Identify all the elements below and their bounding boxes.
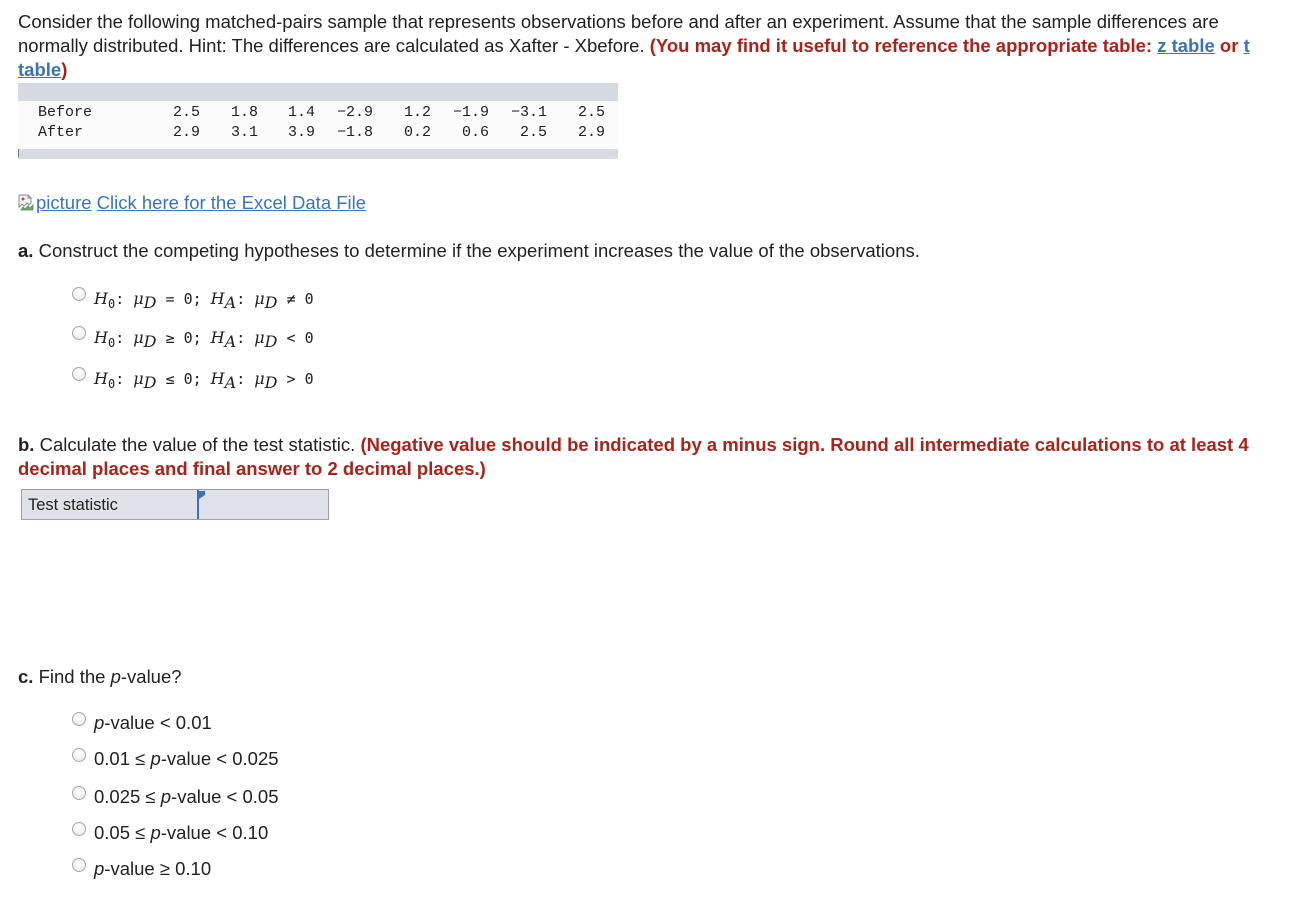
- h0-operator: =: [165, 289, 175, 308]
- radio-button[interactable]: [72, 287, 86, 301]
- row-label-after: After: [38, 124, 84, 141]
- pvalue-text: p-value ≥ 0.10: [94, 858, 212, 879]
- test-statistic-row: [21, 489, 329, 520]
- radio-button[interactable]: [72, 822, 86, 836]
- radio-button[interactable]: [72, 786, 86, 800]
- row-label-before: Before: [38, 104, 93, 121]
- z-table-link[interactable]: z table: [1157, 35, 1215, 56]
- table-cell: 1.8: [230, 104, 258, 121]
- pvalue-option-3[interactable]: [72, 785, 279, 809]
- hypothesis-option-2[interactable]: [72, 325, 314, 349]
- table-cell: 1.4: [287, 104, 315, 121]
- h0-operator: ≥: [165, 328, 175, 347]
- table-cell: 3.1: [230, 124, 258, 141]
- table-cell: −3.1: [510, 104, 547, 121]
- problem-intro: [18, 10, 1280, 82]
- ha-operator: >: [286, 369, 296, 388]
- intro-text: Consider the following matched-pairs sample that represents observations before and after an experiment. Assume that the sample differences are normally distributed. Hint: The differences are calculated as Xafter - Xbefore.: [18, 11, 1219, 56]
- part-c-label: c.: [18, 666, 34, 687]
- or-text: or: [1214, 35, 1244, 56]
- table-bottom-border: [18, 149, 618, 159]
- table-top-border: [18, 83, 618, 101]
- table-cell: 1.2: [403, 104, 431, 121]
- radio-button[interactable]: [72, 367, 86, 381]
- hypothesis-text: $H_0$: $\mu_D \ge 0$; $H_A$: $\mu_D < 0$: [94, 327, 314, 351]
- pvalue-text: 0.05 ≤ p-value < 0.10: [94, 822, 269, 843]
- radio-button[interactable]: [72, 748, 86, 762]
- table-cell: −2.9: [336, 104, 373, 121]
- part-b-text: Calculate the value of the test statistic.: [34, 434, 361, 455]
- pvalue-option-4[interactable]: [72, 821, 268, 845]
- table-cell: 2.5: [577, 104, 605, 121]
- h0-operator: ≤: [165, 369, 175, 388]
- hypothesis-option-1[interactable]: [72, 286, 314, 310]
- part-a-label: a.: [18, 240, 34, 261]
- ha-operator: <: [286, 328, 296, 347]
- pvalue-option-1[interactable]: [72, 711, 212, 735]
- hypothesis-option-3[interactable]: [72, 366, 314, 390]
- broken-image-icon: [18, 193, 34, 210]
- broken-image-alt-text[interactable]: picture: [36, 192, 92, 213]
- pvalue-text: 0.025 ≤ p-value < 0.05: [94, 786, 279, 807]
- test-statistic-input[interactable]: [197, 490, 328, 519]
- table-cell: −1.9: [452, 104, 489, 121]
- t-table-link[interactable]: t table: [18, 35, 1250, 80]
- ha-operator: ≠: [286, 289, 296, 308]
- radio-button[interactable]: [72, 712, 86, 726]
- test-statistic-label: Test statistic: [28, 496, 118, 514]
- table-cell: 2.9: [172, 124, 200, 141]
- pvalue-option-2[interactable]: [72, 747, 279, 771]
- pvalue-option-5[interactable]: [72, 857, 211, 881]
- data-table: [18, 83, 618, 159]
- table-cell: −1.8: [336, 124, 373, 141]
- table-reference-prefix: (You may find it useful to reference the appropriate table:: [649, 35, 1158, 56]
- hypothesis-text: $H_0$: $\mu_D \le 0$; $H_A$: $\mu_D > 0$: [94, 368, 314, 392]
- table-row-before: [18, 103, 618, 123]
- table-cell: 0.2: [403, 124, 431, 141]
- part-c-text-pre: Find the: [33, 666, 111, 687]
- excel-data-link[interactable]: Click here for the Excel Data File: [96, 192, 367, 213]
- table-body: [18, 101, 618, 149]
- part-c-question: [18, 665, 182, 689]
- radio-button[interactable]: [72, 858, 86, 872]
- part-a-text: Construct the competing hypotheses to determine if the experiment increases the value of the observations.: [33, 240, 920, 261]
- part-b-instruction: (Negative value should be indicated by a minus sign. Round all intermediate calculations to at least 4 decimal places and final answer to 2 decimal places.): [18, 434, 1249, 479]
- input-flag-icon: [199, 491, 205, 499]
- table-cell: 0.6: [461, 124, 489, 141]
- table-cell: 2.5: [519, 124, 547, 141]
- pvalue-text: 0.01 ≤ p-value < 0.025: [94, 748, 279, 769]
- part-c-text-post: -value?: [120, 666, 182, 687]
- table-cell: 3.9: [287, 124, 315, 141]
- part-c-text-italic: p: [110, 666, 121, 687]
- part-b-label: b.: [18, 434, 35, 455]
- table-cell: 2.5: [172, 104, 200, 121]
- pvalue-text: p-value < 0.01: [94, 712, 212, 733]
- table-row-after: [18, 123, 618, 143]
- table-cell: 2.9: [577, 124, 605, 141]
- part-a-question: [18, 239, 920, 263]
- excel-data-line: [18, 191, 366, 215]
- table-scroll-tick: [18, 149, 19, 157]
- hypothesis-text: $H_0$: $\mu_D = 0$; $H_A$: $\mu_D \ne 0$: [94, 288, 314, 312]
- table-reference-suffix: ): [61, 59, 68, 80]
- part-b-question: [18, 433, 1280, 481]
- radio-button[interactable]: [72, 326, 86, 340]
